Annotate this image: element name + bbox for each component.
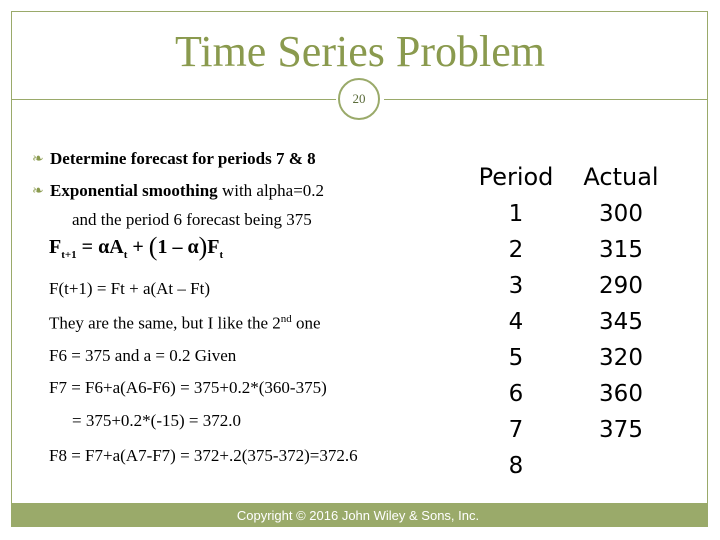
- formula-a-sub: t: [123, 249, 128, 261]
- formula-f: F: [207, 236, 220, 258]
- header-actual: Actual: [583, 163, 659, 191]
- cell-period: 4: [508, 309, 524, 335]
- f7-result-line: = 375+0.2*(-15) = 372.0: [72, 411, 241, 430]
- cell-period: 3: [508, 273, 524, 299]
- formula-f-sub: t: [219, 249, 224, 261]
- cell-period: 6: [508, 381, 524, 407]
- bullet-exponential-smoothing: [32, 181, 325, 201]
- table-row: [466, 448, 676, 484]
- title-rule-left: [11, 99, 336, 100]
- formula-one-minus-alpha: 1 – α: [157, 236, 199, 258]
- copyright-footer: Copyright © 2016 John Wiley & Sons, Inc.: [236, 508, 480, 523]
- cell-period: 1: [508, 201, 524, 227]
- cell-actual: 375: [599, 417, 643, 443]
- table-row: [466, 376, 676, 412]
- cell-actual: 300: [599, 201, 643, 227]
- header-period: Period: [478, 163, 554, 191]
- formula-eq: =: [76, 236, 99, 258]
- cell-actual: 290: [599, 273, 643, 299]
- table-row: [466, 196, 676, 232]
- bullet-marker-icon: ❧: [32, 184, 44, 199]
- table-row: [466, 304, 676, 340]
- bullet-determine-forecast: [32, 149, 316, 169]
- comment-text-end: one: [291, 313, 321, 333]
- formula-a: A: [109, 236, 124, 258]
- formula-alpha: α: [98, 236, 110, 258]
- formula-lhs-sub: t+1: [61, 249, 77, 261]
- cell-period: 7: [508, 417, 524, 443]
- cell-period: 5: [508, 345, 524, 371]
- bullet-text-bold: Exponential smoothing: [50, 181, 218, 200]
- bullet-marker-icon: ❧: [32, 152, 44, 167]
- formula-plus: +: [127, 236, 149, 258]
- equation-line: F(t+1) = Ft + a(At – Ft): [49, 279, 210, 298]
- given-line: F6 = 375 and a = 0.2 Given: [49, 346, 237, 365]
- title-rule-right: [384, 99, 708, 100]
- cell-period: 8: [508, 453, 524, 479]
- table-row: [466, 268, 676, 304]
- formula-close-paren: ): [198, 232, 208, 261]
- comment-superscript: nd: [280, 313, 292, 325]
- smoothing-formula: [49, 230, 223, 261]
- cell-actual: 315: [599, 237, 643, 263]
- formula-open-paren: (: [148, 232, 158, 261]
- cell-period: 2: [508, 237, 524, 263]
- table-row: [466, 232, 676, 268]
- cell-actual: 360: [599, 381, 643, 407]
- cell-actual: 345: [599, 309, 643, 335]
- bullet-text: with alpha=0.2: [217, 181, 325, 200]
- f8-line: F8 = F7+a(A7-F7) = 372+.2(375-372)=372.6: [49, 446, 358, 465]
- table-header: [466, 158, 676, 196]
- table-row: [466, 340, 676, 376]
- slide-title: Time Series Problem: [175, 27, 545, 76]
- bullet-continuation: and the period 6 forecast being 375: [72, 210, 312, 229]
- f7-line: F7 = F6+a(A6-F6) = 375+0.2*(360-375): [49, 378, 327, 397]
- period-actual-table: [466, 158, 676, 484]
- formula-lhs: F: [49, 236, 62, 258]
- table-row: [466, 412, 676, 448]
- cell-actual: 320: [599, 345, 643, 371]
- bullet-text: Determine forecast for periods 7 & 8: [50, 149, 316, 168]
- comment-text: They are the same, but I like the 2: [49, 313, 281, 333]
- page-number-badge: 20: [338, 78, 380, 120]
- comment-line: [49, 313, 321, 334]
